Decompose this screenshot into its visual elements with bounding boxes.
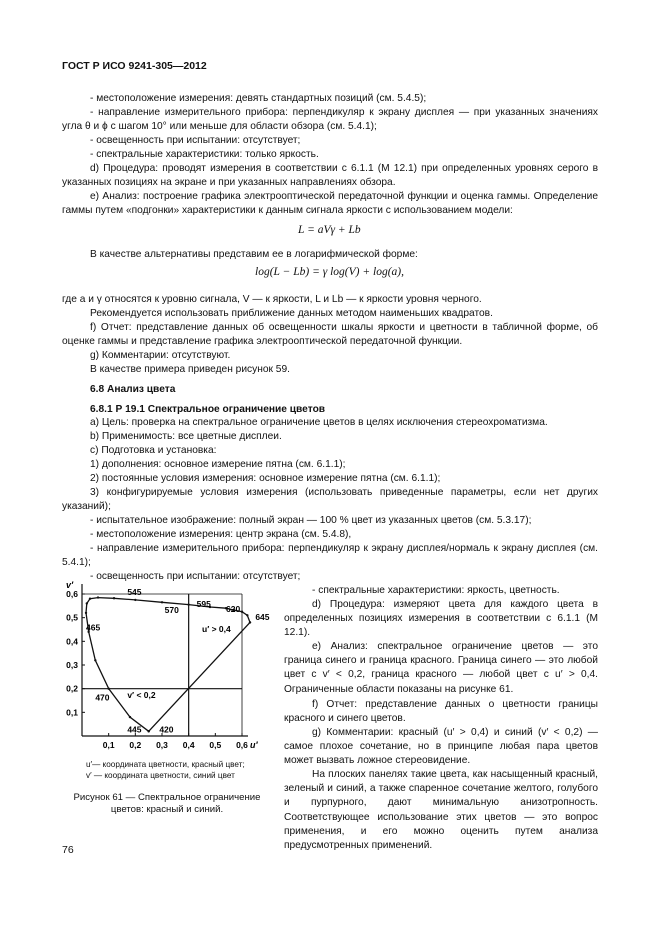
x-tick-label: 0,5 [209,740,222,750]
paragraph: - местоположение измерения: девять стандартных позиций (см. 5.4.5); [90,93,427,104]
page-number: 76 [62,844,74,856]
x-axis-label: u′ [250,740,258,750]
data-point [134,599,136,601]
paragraph: f) Отчет: представление данных о цветности границы красного и синего цветов. [284,699,598,725]
paragraph: 3) конфигурируемые условия измерения (использовать приведенные параметры, если нет других указаний); [62,487,598,512]
annotation-label: 645 [255,612,270,623]
annotation-label: 545 [127,587,142,598]
paragraph: g) Комментарии: красный (u′ > 0,4) и синий (v′ < 0,2) — самое плохое сочетание, но в принципе любая пара цветов может вызвать ложное стереовидение. [284,727,598,767]
series-purple_line [149,622,250,731]
y-tick-label: 0,4 [66,636,78,647]
data-point [147,730,149,732]
paragraph: 2) постоянные условия измерения: основное измерение пятна (см. 6.1.1); [90,473,441,484]
formula-gamma: L = aVγ + Lb [298,224,361,236]
paragraph: g) Комментарии: отсутствуют. [90,350,231,361]
paragraph: В качестве примера приведен рисунок 59. [90,364,290,375]
y-tick-label: 0,6 [66,589,78,599]
x-tick-label: 0,6 [236,740,248,750]
annotation-label: 570 [164,604,179,615]
paragraph: где a и γ относятся к уровню сигнала, V — к яркости, L и Lb — к яркости уровня черного. [62,294,482,305]
data-point [246,614,248,616]
cie-chart [60,578,280,758]
document-header: ГОСТ Р ИСО 9241-305—2012 [62,60,207,72]
subsection-title: 6.8.1 Р 19.1 Спектральное ограничение цветов [90,404,326,415]
annotation-label: u′ > 0,4 [202,623,231,634]
paragraph: На плоских панелях такие цвета, как насыщенный красный, зеленый и синий, а также спаренное сочетание желтого, голубого и пурпурного, дают минимальную анизотропность. Соответствующее использование этих цветов — это вопрос применения, и его можно оценить путем анализа предусмотренных применений. [284,769,598,852]
x-tick-label: 0,3 [156,740,168,750]
data-point [97,596,99,598]
y-tick-label: 0,5 [66,612,78,623]
data-point [113,597,115,599]
paragraph: e) Анализ: спектральное ограничение цветов — это граница синего и граница красного. Граница синего — это любой цвет с v′ < 0,2, граница красного — любой цвет с u′ > 0,4. Ограниченные области показаны на рисунке 61. [284,641,598,695]
y-axis-label: v′ [66,580,74,590]
section-title: 6.8 Анализ цвета [90,384,176,395]
paragraph: а) Цель: проверка на спектральное ограничение цветов в целях исключения стереохроматизма. [90,417,548,428]
paragraph: - освещенность при испытании: отсутствует; [90,135,301,146]
paragraph: В качестве альтернативы представим ее в логарифмической форме: [90,249,418,260]
paragraph: - освещенность при испытании: отсутствует; [90,571,301,582]
paragraph: - испытательное изображение: полный экран — 100 % цвет из указанных цветов (см. 5.3.17); [90,515,532,526]
data-point [89,598,91,600]
data-point [85,612,87,614]
formula-log: log(L − Lb) = γ log(V) + log(a), [255,266,404,278]
paragraph: b) Применимость: все цветные дисплеи. [90,431,282,442]
paragraph: - направление измерительного прибора: перпендикуляр к экрану дисплея/нормаль к экрану дисплея (см. 5.4.1); [62,543,598,568]
y-tick-label: 0,3 [66,660,78,670]
data-point [107,687,109,689]
paragraph: e) Анализ: построение графика электрооптической передаточной функции и оценка гаммы. Определение гаммы путем «подгонки» характеристики к данным сигнала яркости с использованием модели: [62,191,598,216]
annotation-label: 445 [127,724,142,735]
y-tick-label: 0,1 [66,707,78,718]
x-tick-label: 0,4 [182,740,195,750]
paragraph: c) Подготовка и установка: [90,445,217,456]
x-tick-label: 0,1 [102,740,115,750]
annotation-label: 620 [226,603,241,614]
figure-caption: Рисунок 61 — Спектральное ограничение цветов: красный и синий. [73,792,261,815]
data-point [129,716,131,718]
data-point [161,601,163,603]
paragraph: d) Процедура: проводят измерения в соответствии с 6.1.1 (М 12.1) при определенных уровнях серого в указанных позициях на экране и при указанных направлениях обзора. [62,163,598,188]
paragraph: d) Процедура: измеряют цвета для каждого цвета в определенных позициях измерения в соответствии с 6.1.1 (М 12.1). [284,599,598,639]
paragraph: 1) дополнения: основное измерение пятна (см. 6.1.1); [90,459,346,470]
y-tick-label: 0,2 [66,683,78,694]
annotation-label: 465 [86,622,101,633]
paragraph: Рекомендуется использовать приближение данных методом наименьших квадратов. [90,308,493,319]
annotation-label: 595 [196,599,211,610]
data-point [241,611,243,613]
data-point [94,659,96,661]
x-tick-label: 0,2 [129,740,142,750]
data-point [187,603,189,605]
paragraph: f) Отчет: представление данных об освещенности шкалы яркости и цветности в табличной форме, об оценке гаммы и представление графика электрооптической передаточной функции. [62,322,598,347]
annotation-label: v′ < 0,2 [127,690,156,701]
paragraph: - спектральные характеристики: яркость, цветность. [312,585,560,596]
paragraph: - спектральные характеристики: только яркость. [90,149,319,160]
annotation-label: 420 [159,724,174,735]
paragraph: - направление измерительного прибора: перпендикуляр к экрану дисплея — при указанных значениях угла θ и ϕ с шагом 10° или меньше для области обзора (см. 5.4.1); [62,107,598,132]
data-point [86,602,88,604]
legend-u: u′— координата цветности, красный цвет; [86,760,245,769]
annotation-label: 470 [95,692,110,703]
data-point [249,621,251,623]
legend-v: v′ — координата цветности, синий цвет [86,771,235,780]
paragraph: - местоположение измерения: центр экрана (см. 5.4.8), [90,529,352,540]
